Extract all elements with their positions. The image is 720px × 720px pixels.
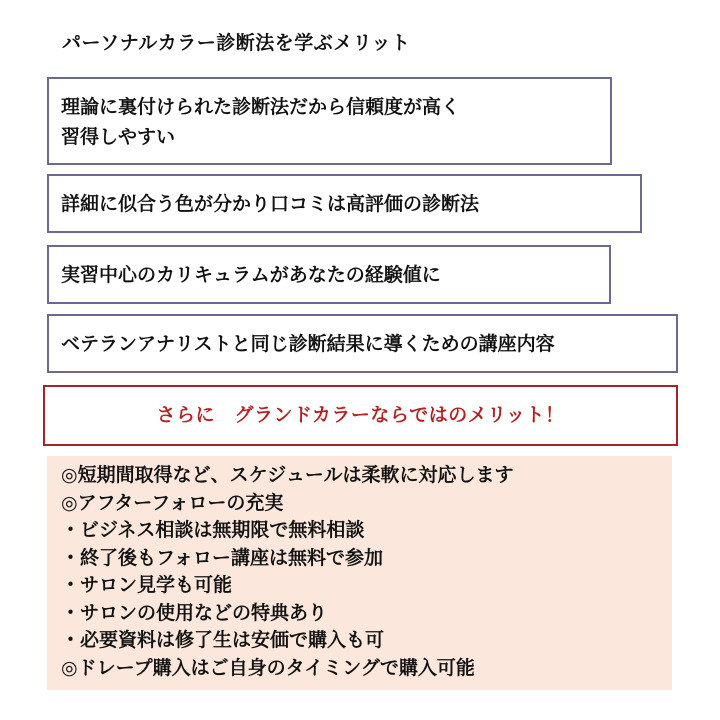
extras-item: ・必要資料は修了生は安価で購入も可 [61, 629, 385, 651]
extras-item: ◎アフターフォローの充実 [61, 491, 284, 514]
benefit-text: 習得しやすい [61, 126, 176, 148]
extras-item: ・終了後もフォロー講座は無料で参加 [61, 546, 384, 569]
extras-panel [47, 456, 672, 690]
extras-item: ・サロンの使用などの特典あり [61, 601, 328, 624]
special-benefits-heading: さらに グランドカラーならではのメリット！ [43, 385, 678, 446]
benefit-text: ベテランアナリストと同じ診断結果に導くための講座内容 [61, 333, 555, 355]
benefit-box-theory [47, 77, 612, 165]
benefit-text: 理論に裏付けられた診断法だから信頼度が高く [61, 96, 461, 118]
page-title: パーソナルカラー診断法を学ぶメリット [62, 32, 411, 54]
benefit-box-reviews [47, 174, 642, 233]
benefit-box-course-content [47, 314, 678, 373]
extras-item: ◎短期間取得など、スケジュールは柔軟に対応します [61, 464, 514, 486]
extras-item: ◎ドレープ購入はご自身のタイミングで購入可能 [61, 656, 475, 679]
benefit-text: 実習中心のカリキュラムがあなたの経験値に [61, 264, 441, 286]
benefit-box-practice [47, 245, 611, 304]
extras-item: ・サロン見学も可能 [61, 574, 233, 596]
benefit-text: 詳細に似合う色が分かり口コミは高評価の診断法 [61, 193, 480, 215]
extras-item: ・ビジネス相談は無期限で無料相談 [61, 519, 365, 541]
